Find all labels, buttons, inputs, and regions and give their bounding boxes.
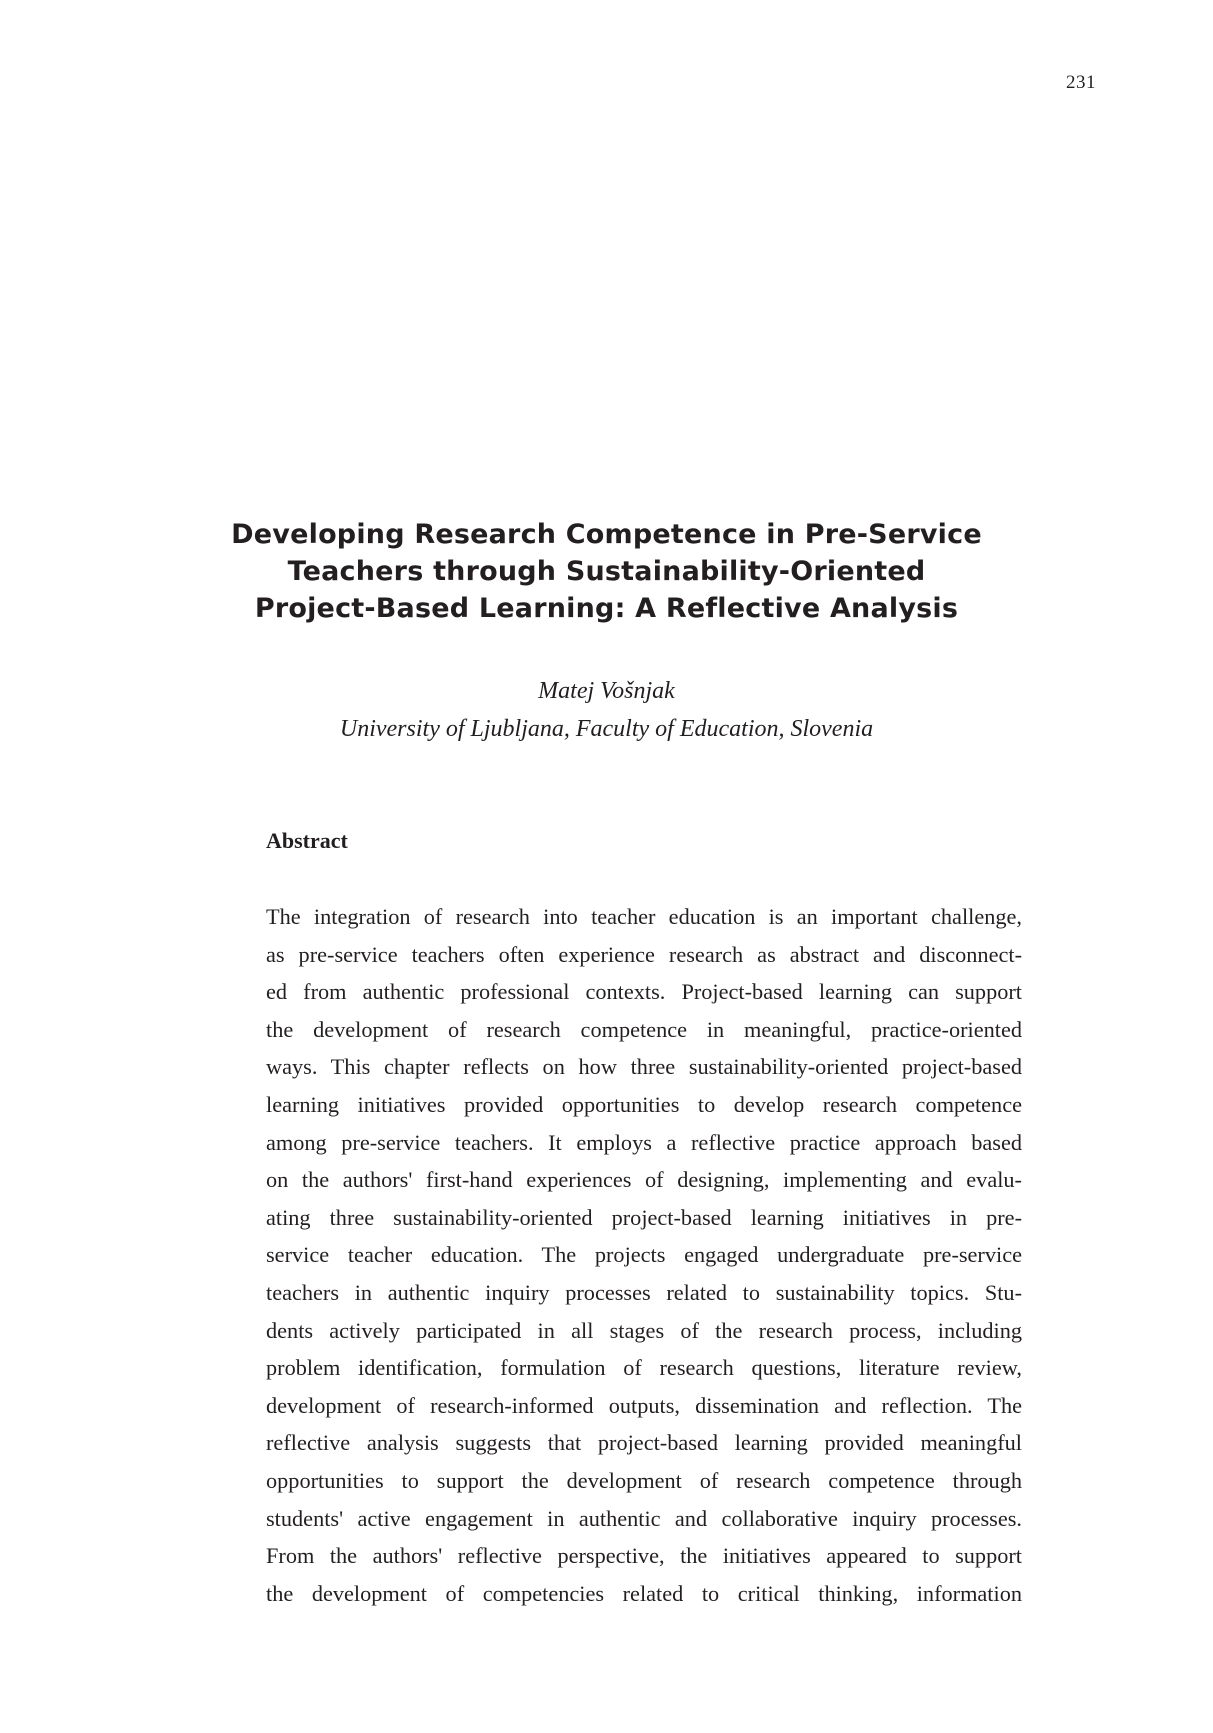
author-affiliation: University of Ljubljana, Faculty of Education, Slovenia bbox=[339, 716, 874, 742]
page-number: 231 bbox=[1066, 72, 1096, 93]
abstract-line-14: development of research-informed outputs, dissemination and reflection. The bbox=[266, 1392, 1022, 1418]
author-block bbox=[140, 672, 1073, 748]
abstract-line-4: the development of research competence in meaningful, practice-oriented bbox=[266, 1016, 1022, 1042]
abstract-line-8: on the authors' first-hand experiences of designing, implementing and evalu- bbox=[266, 1167, 1022, 1193]
chapter-title-line-2: Teachers through Sustainability-Oriented bbox=[287, 556, 926, 587]
abstract-line-6: learning initiatives provided opportunities to develop research competence bbox=[266, 1091, 1022, 1117]
abstract-body bbox=[266, 898, 1022, 1612]
abstract-line-5: ways. This chapter reflects on how three sustainability-oriented project-based bbox=[266, 1054, 1022, 1080]
abstract-heading: Abstract bbox=[266, 828, 348, 853]
abstract-line-9: ating three sustainability-oriented project-based learning initiatives in pre- bbox=[266, 1204, 1022, 1230]
abstract-line-1: The integration of research into teacher education is an important challenge, bbox=[266, 904, 1022, 929]
abstract-line-2: as pre-service teachers often experience research as abstract and disconnect- bbox=[266, 941, 1022, 967]
abstract-line-13: problem identification, formulation of research questions, literature review, bbox=[266, 1355, 1022, 1381]
abstract-line-3: ed from authentic professional contexts. Project-based learning can support bbox=[266, 979, 1022, 1005]
abstract-line-19: the development of competencies related to critical thinking, information bbox=[266, 1580, 1022, 1606]
abstract-line-7: among pre-service teachers. It employs a reflective practice approach based bbox=[266, 1129, 1022, 1155]
chapter-title bbox=[140, 516, 1073, 627]
abstract-line-12: dents actively participated in all stages of the research process, including bbox=[266, 1317, 1022, 1343]
abstract-line-15: reflective analysis suggests that project-based learning provided meaningful bbox=[266, 1430, 1022, 1456]
author-name: Matej Vošnjak bbox=[538, 678, 675, 704]
abstract-line-16: opportunities to support the development of research competence through bbox=[266, 1467, 1022, 1493]
abstract-line-10: service teacher education. The projects engaged undergraduate pre-service bbox=[266, 1242, 1022, 1268]
abstract-line-18: From the authors' reflective perspective, the initiatives appeared to support bbox=[266, 1543, 1022, 1569]
abstract-line-11: teachers in authentic inquiry processes related to sustainability topics. Stu- bbox=[266, 1279, 1022, 1305]
chapter-title-line-1: Developing Research Competence in Pre-Service bbox=[231, 519, 982, 550]
chapter-title-line-3: Project-Based Learning: A Reflective Analysis bbox=[254, 593, 959, 624]
abstract-line-17: students' active engagement in authentic and collaborative inquiry processes. bbox=[266, 1505, 1022, 1531]
